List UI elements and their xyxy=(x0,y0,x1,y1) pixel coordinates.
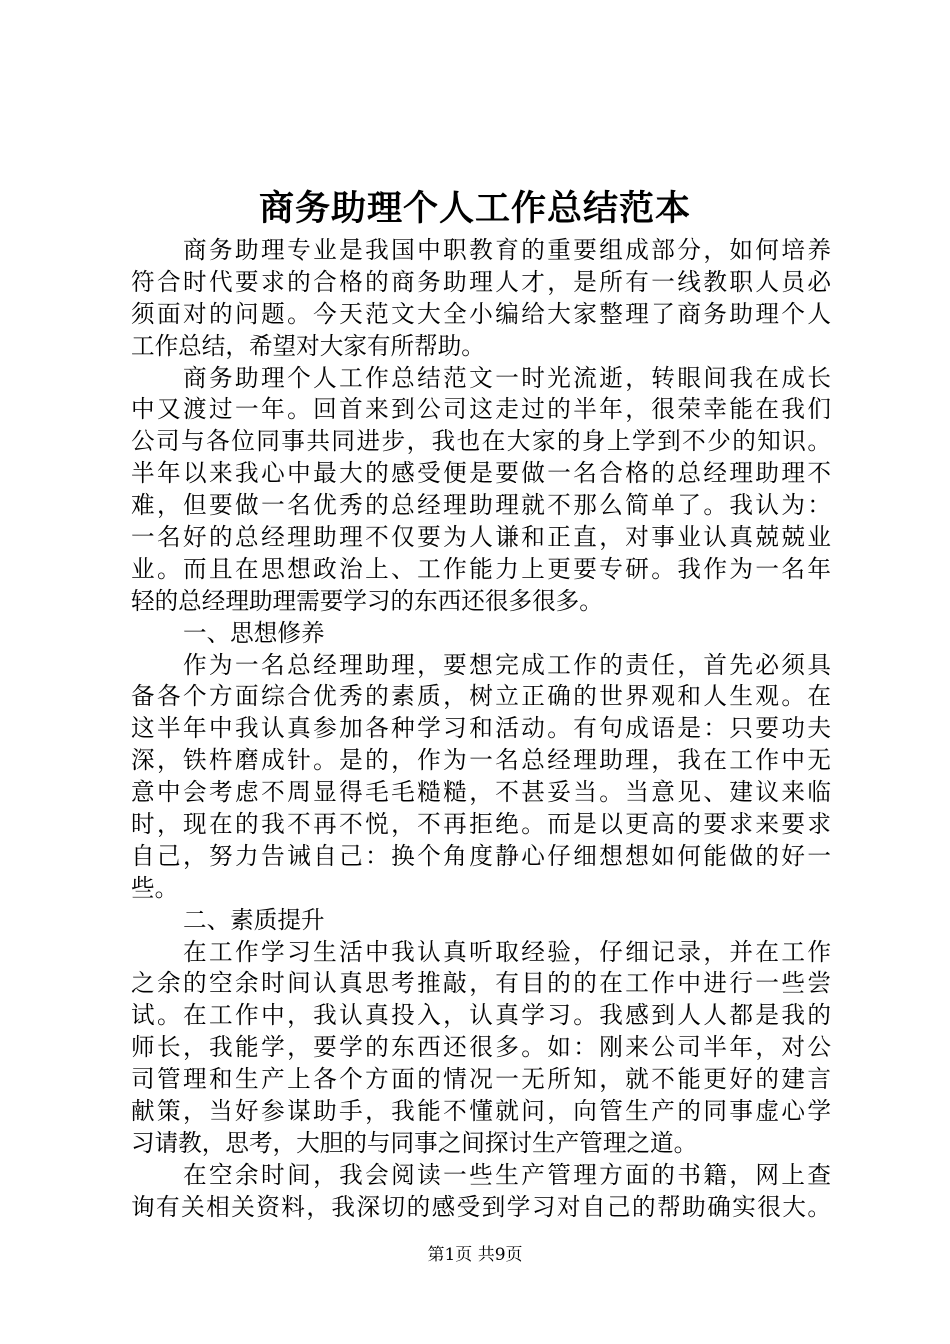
text-line: 商务助理专业是我国中职教育的重要组成部分，如何培养 xyxy=(183,236,831,264)
text-line: 在工作学习生活中我认真听取经验，仔细记录，并在工作 xyxy=(183,937,831,966)
text-line: 司管理和生产上各个方面的情况一无所知，就不能更好的建言 xyxy=(131,1065,831,1094)
text-line: 工作总结，希望对大家有所帮助。 xyxy=(131,331,485,360)
text-line: 业。而且在思想政治上、工作能力上更要专研。我作为一名年 xyxy=(131,554,831,583)
text-line: 一名好的总经理助理不仅要为人谦和正直，对事业认真兢兢业 xyxy=(131,523,831,552)
text-line: 难，但要做一名优秀的总经理助理就不那么简单了。我认为： xyxy=(131,491,831,520)
text-line: 献策，当好参谋助手，我能不懂就问，向管生产的同事虚心学 xyxy=(131,1097,831,1126)
text-line: 之余的空余时间认真思考推敲，有目的的在工作中进行一些尝 xyxy=(131,969,831,998)
text-line: 时，现在的我不再不悦，不再拒绝。而是以更高的要求来要求 xyxy=(131,810,831,839)
text-line: 这半年中我认真参加各种学习和活动。有句成语是：只要功夫 xyxy=(131,714,831,743)
text-line: 公司与各位同事共同进步，我也在大家的身上学到不少的知识。 xyxy=(131,427,831,456)
text-line: 深，铁杵磨成针。是的，作为一名总经理助理，我在工作中无 xyxy=(131,746,831,775)
section-heading: 二、素质提升 xyxy=(183,905,325,934)
page-footer: 第1页 共9页 xyxy=(427,1245,523,1265)
text-line: 须面对的问题。今天范文大全小编给大家整理了商务助理个人 xyxy=(131,299,831,328)
text-line: 轻的总经理助理需要学习的东西还很多很多。 xyxy=(131,586,603,615)
text-line: 师长，我能学，要学的东西还很多。如：刚来公司半年，对公 xyxy=(131,1033,831,1062)
text-line: 商务助理个人工作总结范文一时光流逝，转眼间我在成长 xyxy=(183,363,831,392)
document-title: 商务助理个人工作总结范本 xyxy=(258,188,691,229)
text-line: 半年以来我心中最大的感受便是要做一名合格的总经理助理不 xyxy=(131,459,831,488)
section-heading: 一、思想修养 xyxy=(183,618,325,647)
text-line: 在空余时间，我会阅读一些生产管理方面的书籍，网上查 xyxy=(183,1160,831,1189)
text-line: 中又渡过一年。回首来到公司这走过的半年，很荣幸能在我们 xyxy=(131,395,831,424)
text-line: 习请教，思考，大胆的与同事之间探讨生产管理之道。 xyxy=(131,1128,698,1157)
text-line: 自己，努力告诫自己：换个角度静心仔细想想如何能做的好一 xyxy=(131,841,831,870)
text-line: 符合时代要求的合格的商务助理人才，是所有一线教职人员必 xyxy=(131,267,831,296)
document-body xyxy=(131,235,831,1224)
text-line: 询有关相关资料，我深切的感受到学习对自己的帮助确实很大。 xyxy=(131,1192,831,1221)
text-line: 些。 xyxy=(131,873,179,902)
text-line: 意中会考虑不周显得毛毛糙糙，不甚妥当。当意见、建议来临 xyxy=(131,778,831,807)
text-line: 作为一名总经理助理，要想完成工作的责任，首先必须具 xyxy=(183,650,831,679)
text-line: 试。在工作中，我认真投入，认真学习。我感到人人都是我的 xyxy=(131,1001,831,1030)
text-line: 备各个方面综合优秀的素质，树立正确的世界观和人生观。在 xyxy=(131,682,831,711)
